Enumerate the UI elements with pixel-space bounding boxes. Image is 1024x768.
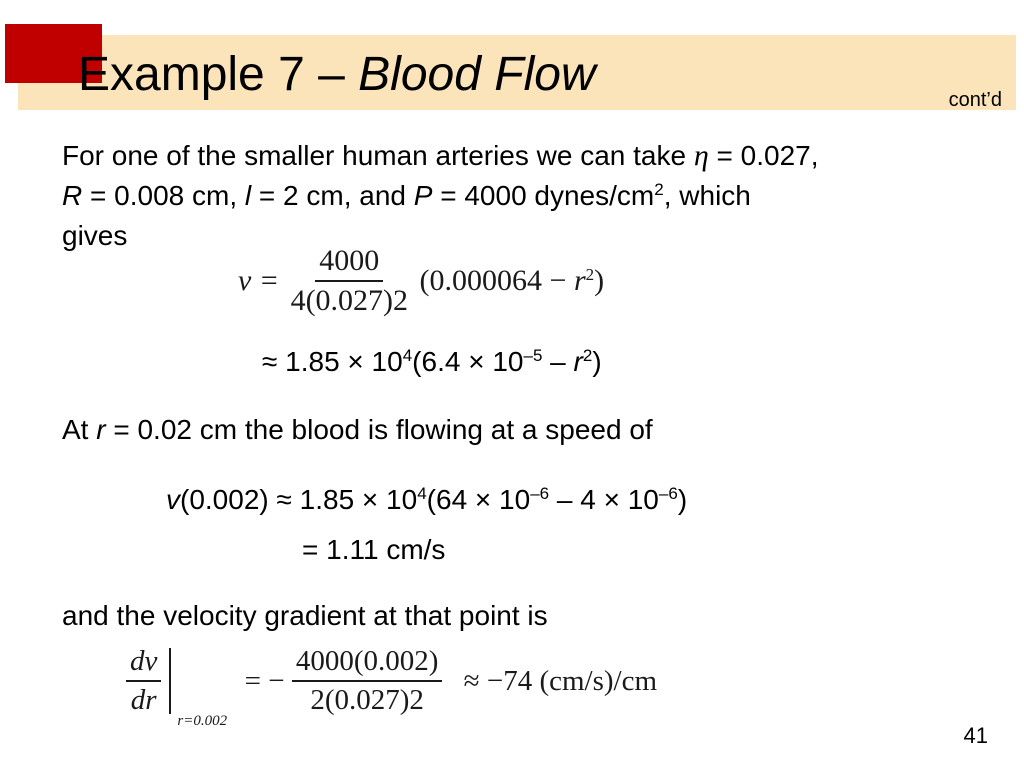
eta-symbol: η xyxy=(693,139,709,172)
evaluation-bar: r=0.002 xyxy=(169,648,171,714)
slide-title: Example 7 – Blood Flow xyxy=(78,48,596,101)
derivative-fraction: $\frac{dv}{dr}$ xyxy=(126,645,161,717)
gradient-paragraph: and the velocity gradient at that point is xyxy=(62,600,548,631)
gradient-fraction: $\frac{4000(0.002)}{2(0.027)2}$ xyxy=(292,645,443,717)
approx-equation: ≈ $1.85 \times 10^4(6.4 \times 10^{-5} - r^2)$ xyxy=(262,346,602,377)
gradient-equation: $\frac{dv}{dr}$ r=0.002 = − $\frac{4000(0.002)}{2(0.027)2}$ ≈ −74 (cm/s)/cm xyxy=(126,645,657,717)
speed-equation: $v(0.002) \approx 1.85 \times 10^4(64 \times 10^{-6} - 4 \times 10^{-6})$ xyxy=(166,484,688,515)
intro-paragraph: For one of the smaller human arteries we can take η = 0.027, R = 0.008 cm, l = 2 cm, and P = 4000 dynes/$cm^2$, which gives xyxy=(62,139,819,251)
slide-number: 41 xyxy=(963,723,988,748)
velocity-equation: v = $\frac{4000}{4(0.027)2}$ $(0.000064 - r^2)$ xyxy=(238,244,605,317)
title-emphasis: Blood Flow xyxy=(358,48,596,101)
continued-label: cont’d xyxy=(948,89,1002,111)
velocity-fraction: $\frac{4000}{4(0.027)2}$ xyxy=(290,244,409,317)
speed-paragraph: At r = 0.02 cm the blood is flowing at a speed of xyxy=(62,414,653,445)
speed-result: = 1.11 cm/s xyxy=(302,534,446,565)
